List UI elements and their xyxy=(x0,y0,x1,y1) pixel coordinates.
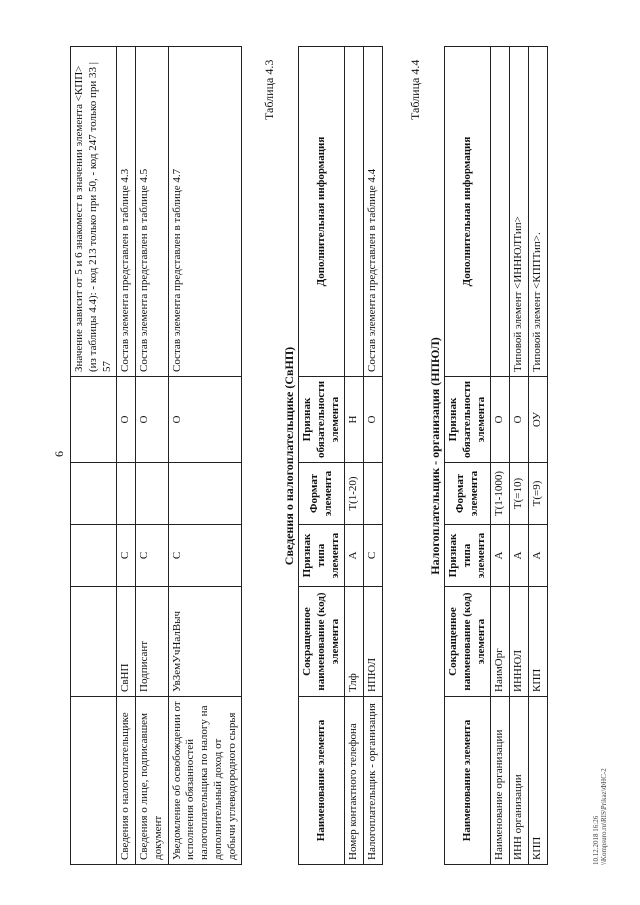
table-cell xyxy=(71,587,117,697)
column-header: Формат элемента xyxy=(299,463,345,525)
footer xyxy=(592,768,609,865)
top-table-body xyxy=(71,47,242,865)
table-cell: Типовой элемент <ИННЮЛТип> xyxy=(510,47,529,377)
page-number: 6 xyxy=(52,451,66,457)
table-cell: Состав элемента представлен в таблице 4.3 xyxy=(117,47,136,377)
column-header: Признак типа элемента xyxy=(445,525,491,587)
column-header: Сокращенное наименование (код) элемента xyxy=(299,587,345,697)
column-header: Дополнительная информация xyxy=(299,47,345,377)
table-cell: T(=10) xyxy=(510,463,529,525)
table-cell: T(1-1000) xyxy=(491,463,510,525)
column-header: Дополнительная информация xyxy=(445,47,491,377)
table-cell: А xyxy=(491,525,510,587)
table-row xyxy=(528,47,547,865)
table-4-3-body xyxy=(345,47,383,865)
table-cell: Сведения о лице, подписавшем документ xyxy=(136,697,169,865)
table-cell: А xyxy=(510,525,529,587)
table-4-3-title: Сведения о налогоплательщике (СвНП) xyxy=(282,346,296,566)
table-cell: СвНП xyxy=(117,587,136,697)
table-cell: Тлф xyxy=(345,587,364,697)
top-table xyxy=(70,46,242,865)
table-cell: НПЮЛ xyxy=(364,587,383,697)
table-cell: Подписант xyxy=(136,587,169,697)
table-cell: Типовой элемент <КППТип>. xyxy=(528,47,547,377)
table-cell: Сведения о налогоплательщике xyxy=(117,697,136,865)
table-4-3-label: Таблица 4.3 xyxy=(262,59,276,120)
table-row xyxy=(510,47,529,865)
table-cell xyxy=(71,697,117,865)
table-4-4-header xyxy=(445,47,491,865)
table-cell: УвЗемУчНалВыч xyxy=(168,587,242,697)
table-cell: T(=9) xyxy=(528,463,547,525)
column-header: Наименование элемента xyxy=(299,697,345,865)
table-cell: T(1-20) xyxy=(345,463,364,525)
table-cell: ИНН организации xyxy=(510,697,529,865)
table-4-4-body xyxy=(491,47,547,865)
table-cell: А xyxy=(345,525,364,587)
table-cell: Состав элемента представлен в таблице 4.7 xyxy=(168,47,242,377)
table-cell xyxy=(136,463,169,525)
table-cell: С xyxy=(168,525,242,587)
table-cell: Налогоплательщик - организация xyxy=(364,697,383,865)
table-cell: Состав элемента представлен в таблице 4.5 xyxy=(136,47,169,377)
table-cell: ОУ xyxy=(528,377,547,463)
table-row xyxy=(364,47,383,865)
table-cell: Состав элемента представлен в таблице 4.4 xyxy=(364,47,383,377)
footer-path: \\Kompsuro.ru\RIS\Prikaz\ФНС-2 xyxy=(600,768,609,865)
table-cell xyxy=(345,47,364,377)
table-cell xyxy=(117,463,136,525)
footer-date: 10.12.2018 16:26 xyxy=(592,815,600,865)
table-4-4 xyxy=(444,46,548,865)
table-cell: КПП xyxy=(528,587,547,697)
table-cell: НаимОрг xyxy=(491,587,510,697)
table-cell: ИННЮЛ xyxy=(510,587,529,697)
table-cell: О xyxy=(510,377,529,463)
table-row xyxy=(136,47,169,865)
column-header: Формат элемента xyxy=(445,463,491,525)
table-cell: С xyxy=(117,525,136,587)
table-cell: Уведомление об освобождении от исполнения обязанностей налогоплательщика по налогу на дополнительный доход от добычи углеводородного сырья xyxy=(168,697,242,865)
table-cell: С xyxy=(136,525,169,587)
table-4-4-title: Налогоплательщик - организация (НПЮЛ) xyxy=(428,337,442,575)
table-cell: КПП xyxy=(528,697,547,865)
table-cell: Н xyxy=(345,377,364,463)
table-cell xyxy=(364,463,383,525)
table-cell: О xyxy=(117,377,136,463)
table-cell: Номер контактного телефона xyxy=(345,697,364,865)
table-cell xyxy=(71,377,117,463)
table-row xyxy=(117,47,136,865)
table-row xyxy=(71,47,117,865)
table-cell xyxy=(168,463,242,525)
table-cell: Значение зависит от 5 и 6 знакомест в значении элемента <КПП> (из таблицы 4.4): - код 213 только при 50, - код 247 только при 33 | 57 xyxy=(71,47,117,377)
table-cell: О xyxy=(364,377,383,463)
column-header: Сокращенное наименование (код) элемента xyxy=(445,587,491,697)
table-cell xyxy=(71,463,117,525)
table-cell: Наименование организации xyxy=(491,697,510,865)
table-row xyxy=(491,47,510,865)
table-row xyxy=(168,47,242,865)
table-cell: С xyxy=(364,525,383,587)
column-header: Признак типа элемента xyxy=(299,525,345,587)
table-cell xyxy=(71,525,117,587)
table-4-4-label: Таблица 4.4 xyxy=(408,59,422,120)
table-cell: А xyxy=(528,525,547,587)
table-cell: О xyxy=(491,377,510,463)
table-cell: О xyxy=(136,377,169,463)
column-header: Признак обязательности элемента xyxy=(445,377,491,463)
column-header: Признак обязательности элемента xyxy=(299,377,345,463)
table-cell xyxy=(491,47,510,377)
table-row xyxy=(345,47,364,865)
table-4-3-header xyxy=(299,47,345,865)
table-cell: О xyxy=(168,377,242,463)
column-header: Наименование элемента xyxy=(445,697,491,865)
table-4-3 xyxy=(298,46,383,865)
